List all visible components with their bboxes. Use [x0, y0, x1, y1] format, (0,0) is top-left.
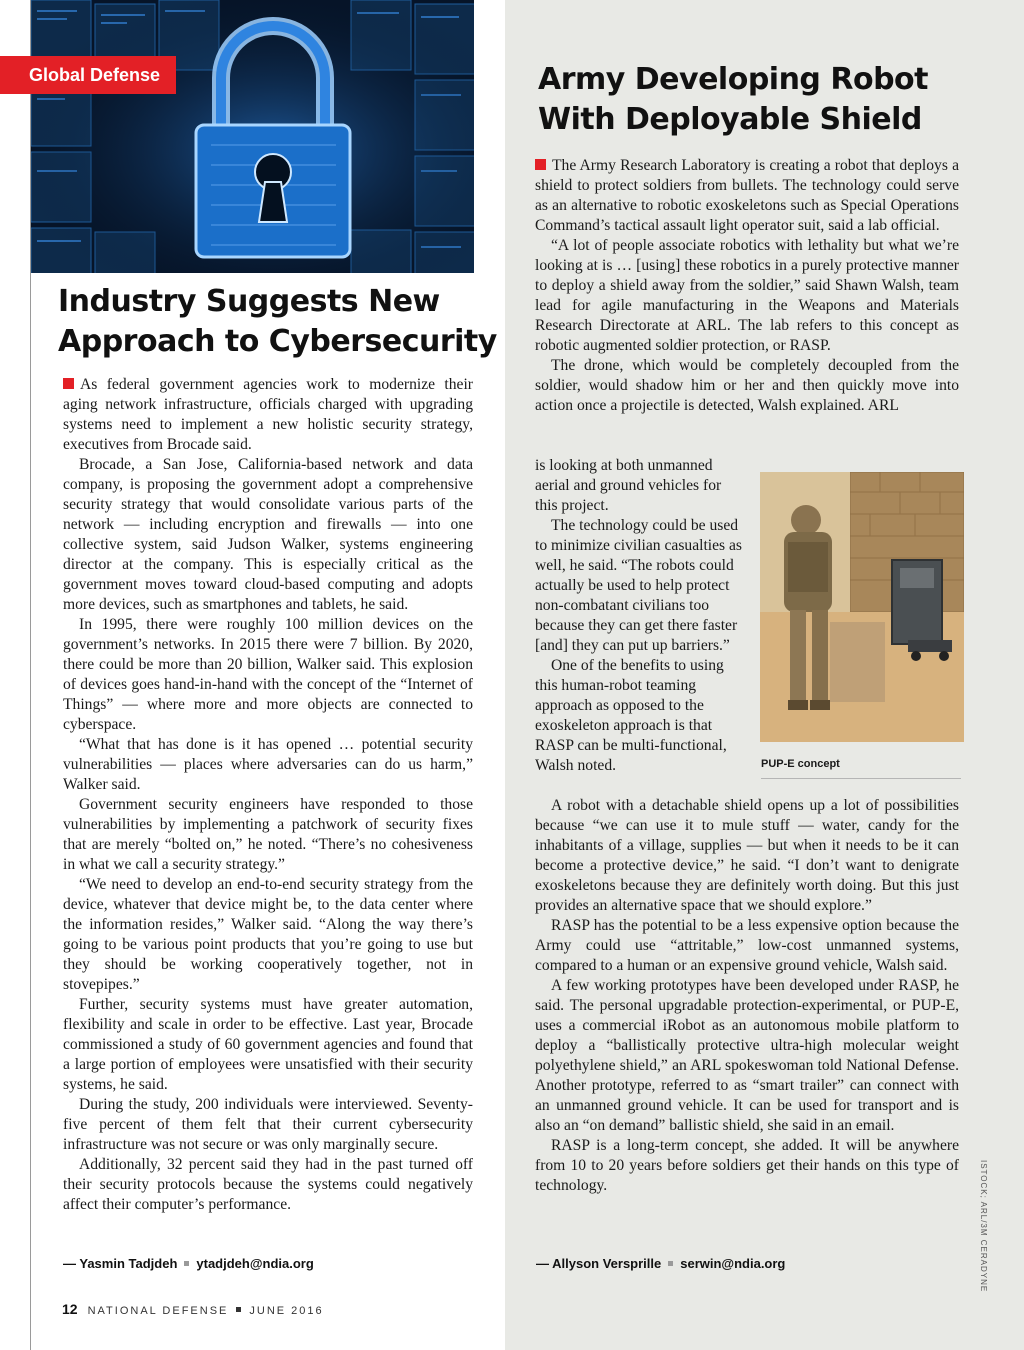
headline-line: Industry Suggests New: [58, 284, 440, 319]
paragraph: is looking at both unmanned aerial and ground vehicles for this project.: [535, 457, 722, 514]
paragraph: The drone, which would be completely decoupled from the soldier, would shadow him or her and then quickly move into action once a projectile is detected, Walsh explained. ARL: [535, 357, 959, 414]
left-article-body: [63, 375, 473, 1215]
byline-email-link[interactable]: ytadjdeh@ndia.org: [196, 1256, 314, 1271]
photo-credit-text: ISTOCK; ARL/3M CERADYNE: [979, 1160, 988, 1293]
photo-credit: [979, 1160, 1000, 1293]
paragraph-text: As federal government agencies work to modernize their aging network infrastructure, officials charged with upgrading systems need to implement a new holistic security strategy, executives from Brocade said.: [63, 376, 473, 453]
paragraph: [63, 375, 473, 455]
paragraph: Government security engineers have responded to those vulnerabilities by implementing a patchwork of security fixes that are merely “bolted on,” he noted. “There’s no cohesiveness in what we call a security strategy.”: [63, 796, 473, 873]
issue-date: JUNE 2016: [249, 1305, 324, 1317]
headline-line: With Deployable Shield: [538, 102, 922, 137]
paragraph: One of the benefits to using this human-robot teaming approach as opposed to the exoskeleton approach is that RASP can be multi-functional, Walsh noted.: [535, 657, 727, 774]
byline-separator: [184, 1261, 189, 1266]
section-tag-global-defense: Global Defense: [0, 56, 176, 94]
right-article-body-top: [535, 156, 959, 416]
right-byline: [536, 1256, 785, 1271]
paragraph: “A lot of people associate robotics with lethality but what we’re looking at is … [using] these robotics in a purely protective manner to deploy a shield away from the soldier,” said Shawn Walsh, team lead for agile manufacturing in the Weapons and Materials Research Directorate at ARL. The lab refers to this concept as robotic augmented soldier protection, or RASP.: [535, 237, 959, 354]
byline-separator: [668, 1261, 673, 1266]
paragraph: “What that has done is it has opened … potential security vulnerabilities — places where adversaries can do us harm,” Walker said.: [63, 736, 473, 793]
right-article-body-bottom: [535, 796, 959, 1196]
cybersecurity-padlock-image: [31, 0, 474, 273]
page-number: 12: [62, 1301, 78, 1317]
paragraph: In 1995, there were roughly 100 million devices on the government’s networks. In 2015 there were 7 billion. By 2020, there could be more than 20 billion, Walker said. This explosion of devices goes hand-in-hand with the concept of the “Internet of Things” — where more and more objects are connected to cyberspace.: [63, 616, 473, 733]
paragraph: RASP is a long-term concept, she added. It will be anywhere from 10 to 20 years before soldiers get their hands on this type of technology.: [535, 1137, 959, 1194]
red-square-bullet: [63, 378, 74, 389]
paragraph: A robot with a detachable shield opens up a lot of possibilities because “we can use it to mule stuff — water, candy for the inhabitants of a village, supplies — but when it needs to be it can become a protective device,” he said. “I don’t want to denigrate exoskeletons because they are definitely worth doing. But this just provides an alternative space that we should explore.”: [535, 797, 959, 914]
paragraph: RASP has the potential to be a less expensive option because the Army could use “attritable,” low-cost unmanned systems, compared to a human or an expensive ground vehicle, Walsh said.: [535, 917, 959, 974]
byline-author: — Yasmin Tadjdeh: [63, 1256, 178, 1271]
folio-separator: [236, 1307, 241, 1312]
page-folio: [62, 1301, 324, 1317]
right-article-headline: [538, 60, 998, 140]
paragraph: The technology could be used to minimize civilian casualties as well, he said. “The robots could actually be used to help protect non-combatant civilians too because they can get there faster [and] they can put up barriers.”: [535, 517, 742, 654]
headline-line: Army Developing Robot: [538, 62, 928, 97]
paragraph: A few working prototypes have been developed under RASP, he said. The personal upgradable protection-experimental, or PUP-E, uses a commercial iRobot as an autonomous mobile platform to deploy a “ballistically protective ultra-high molecular weight polyethylene shield,” an ARL spokeswoman told National Defense. Another prototype, referred to as “smart trailer” can connect with an unmanned ground vehicle. It can be used for transport and is also an “on demand” ballistic shield, she said in an email.: [535, 977, 959, 1134]
right-article-body-narrow: [535, 456, 745, 776]
byline-email-link[interactable]: serwin@ndia.org: [680, 1256, 786, 1271]
pup-e-robot-photo: [760, 472, 964, 742]
red-square-bullet: [535, 159, 546, 170]
left-byline: [63, 1256, 314, 1271]
paragraph: Further, security systems must have greater automation, flexibility and scale in order to be effective. Last year, Brocade commissioned a study of 60 government agencies and found that a large portion of employees were unsatisfied with their security systems, he said.: [63, 996, 473, 1093]
paragraph: “We need to develop an end-to-end security strategy from the device, whatever that device might be, to the data center where the information resides,” Walker said. “Along the way there’s going to be various point products that you’re going to use but they should be working cooperatively together, not in stovepipes.”: [63, 876, 473, 993]
left-article-headline: [58, 282, 498, 362]
publication-name: NATIONAL DEFENSE: [87, 1305, 229, 1317]
paragraph: During the study, 200 individuals were interviewed. Seventy-five percent of them felt that their current cybersecurity infrastructure was not secure or was only marginally secure.: [63, 1096, 473, 1153]
paragraph: Brocade, a San Jose, California-based network and data company, is proposing the government adopt a comprehensive security strategy that would consolidate various parts of the network — including encryption and firewalls — into one collective system, said Judson Walker, systems engineering director at the company. This is especially critical as the government moves toward cloud-based computing and adopts more devices, such as smartphones and tablets, he said.: [63, 456, 473, 613]
paragraph-text: The Army Research Laboratory is creating a robot that deploys a shield to protect soldiers from bullets. The technology could serve as an alternative to robotic exoskeletons such as Special Operations Command’s tactical assault light operator suit, said a lab official.: [535, 157, 959, 234]
paragraph: [535, 156, 959, 236]
headline-line: Approach to Cybersecurity: [58, 324, 497, 359]
photo-caption: PUP-E concept: [761, 758, 961, 779]
paragraph: Additionally, 32 percent said they had in the past turned off their security protocols because the systems could negatively affect their computer’s performance.: [63, 1156, 473, 1213]
byline-author: — Allyson Versprille: [536, 1256, 662, 1271]
